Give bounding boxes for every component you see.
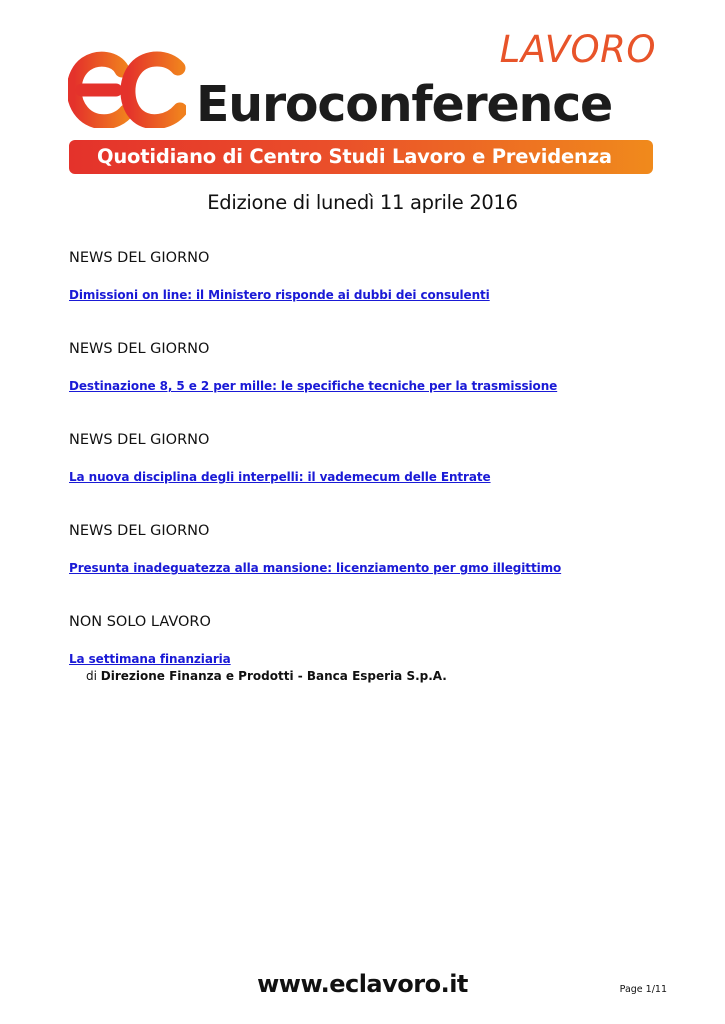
section-title: NEWS DEL GIORNO (69, 432, 210, 448)
article-link[interactable]: Dimissioni on line: il Ministero risponde ai dubbi dei consulenti (69, 288, 490, 302)
section-news-2 (69, 341, 669, 393)
article-link[interactable]: La nuova disciplina degli interpelli: il vademecum delle Entrate (69, 470, 491, 484)
section-news-3 (69, 432, 669, 484)
article-link[interactable]: Presunta inadeguatezza alla mansione: licenziamento per gmo illegittimo (69, 561, 562, 575)
tagline-banner: Quotidiano di Centro Studi Lavoro e Previdenza (69, 140, 653, 174)
brand-name: Euroconference (196, 76, 613, 133)
author-name: Direzione Finanza e Prodotti - Banca Esperia S.p.A. (100, 669, 447, 683)
section-title: NEWS DEL GIORNO (69, 250, 210, 266)
page-number: Page 1/11 (619, 984, 667, 995)
ec-logo-icon (68, 48, 186, 128)
section-title: NEWS DEL GIORNO (69, 341, 210, 357)
section-non-solo-lavoro (69, 614, 669, 683)
section-title: NEWS DEL GIORNO (69, 523, 210, 539)
section-news-4 (69, 523, 669, 575)
author-prefix: di (86, 669, 97, 683)
edition-title: Edizione di lunedì 11 aprile 2016 (207, 191, 518, 214)
section-title: NON SOLO LAVORO (69, 614, 211, 630)
masthead (68, 30, 658, 176)
article-link[interactable]: Destinazione 8, 5 e 2 per mille: le specifiche tecniche per la trasmissione (69, 379, 558, 393)
section-news-1 (69, 250, 669, 302)
brand-subtitle: LAVORO (499, 28, 656, 71)
article-link[interactable]: La settimana finanziaria (69, 652, 231, 666)
footer-url[interactable]: www.eclavoro.it (257, 970, 468, 998)
author-line (86, 669, 669, 683)
